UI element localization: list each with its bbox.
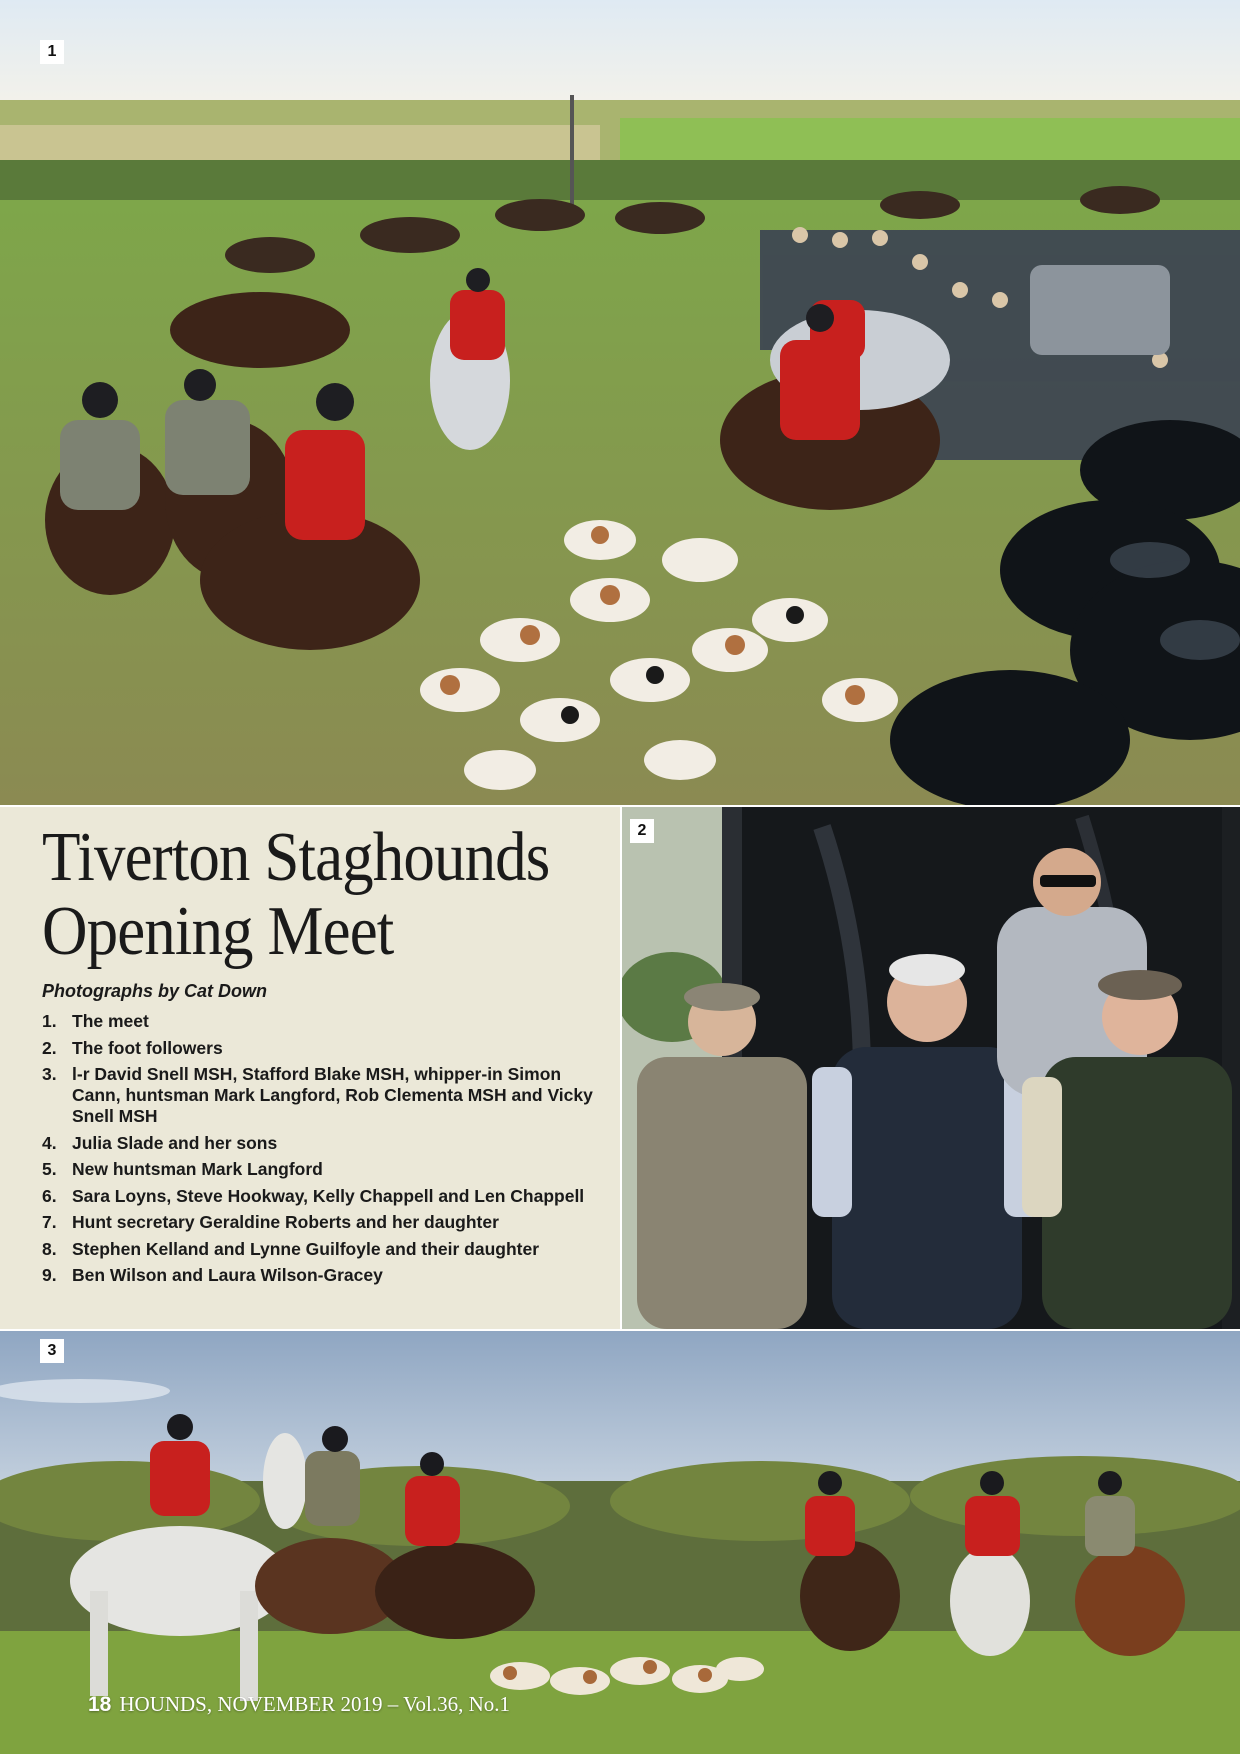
caption-item <box>42 1212 612 1233</box>
caption-text: l-r David Snell MSH, Stafford Blake MSH, whipper-in Simon Cann, huntsman Mark Langford, Rob Clementa MSH and Vicky Snell MSH <box>72 1064 593 1126</box>
caption-number: 4. <box>42 1132 57 1153</box>
caption-item <box>42 1064 612 1127</box>
photo-number-badge: 1 <box>40 40 64 64</box>
meet-scene-illustration <box>0 0 1240 805</box>
caption-text: Julia Slade and her sons <box>72 1132 278 1153</box>
caption-item <box>42 1011 612 1032</box>
article-title <box>42 821 555 969</box>
photo-number-badge: 2 <box>630 819 654 843</box>
title-line-1: Tiverton Staghounds <box>42 819 550 896</box>
caption-number: 1. <box>42 1011 57 1031</box>
caption-item <box>42 1239 612 1260</box>
caption-text: Sara Loyns, Steve Hookway, Kelly Chappell and Len Chappell <box>72 1185 585 1206</box>
caption-number: 2. <box>42 1037 57 1058</box>
title-line-2: Opening Meet <box>42 893 394 970</box>
caption-item <box>42 1038 612 1059</box>
page-number: 18 <box>88 1693 112 1716</box>
photo-number-badge: 3 <box>40 1339 64 1363</box>
caption-text: The meet <box>72 1011 149 1031</box>
caption-text: Hunt secretary Geraldine Roberts and her daughter <box>72 1212 499 1232</box>
caption-list <box>42 1011 612 1292</box>
caption-number: 6. <box>42 1185 57 1206</box>
article-text-panel <box>0 807 620 1329</box>
photo-credit: Photographs by Cat Down <box>42 981 267 1001</box>
caption-item <box>42 1186 612 1207</box>
publication-info: HOUNDS, NOVEMBER 2019 – Vol.36, No.1 <box>119 1692 511 1716</box>
caption-number: 9. <box>42 1265 57 1285</box>
photo-the-meet <box>0 0 1240 805</box>
caption-number: 7. <box>42 1212 57 1232</box>
masters-staff-illustration <box>0 1331 1240 1754</box>
caption-item <box>42 1133 612 1154</box>
caption-number: 3. <box>42 1064 57 1084</box>
caption-item <box>42 1265 612 1286</box>
page-footer <box>88 1692 510 1717</box>
caption-item <box>42 1159 612 1180</box>
caption-text: The foot followers <box>72 1037 223 1058</box>
caption-text: Stephen Kelland and Lynne Guilfoyle and their daughter <box>72 1238 540 1259</box>
photo-masters-and-staff <box>0 1331 1240 1754</box>
foot-followers-illustration <box>622 807 1240 1329</box>
caption-text: Ben Wilson and Laura Wilson-Gracey <box>72 1265 383 1285</box>
caption-number: 8. <box>42 1238 57 1259</box>
caption-text: New huntsman Mark Langford <box>72 1159 323 1179</box>
photo-foot-followers <box>622 807 1240 1329</box>
caption-number: 5. <box>42 1159 57 1179</box>
